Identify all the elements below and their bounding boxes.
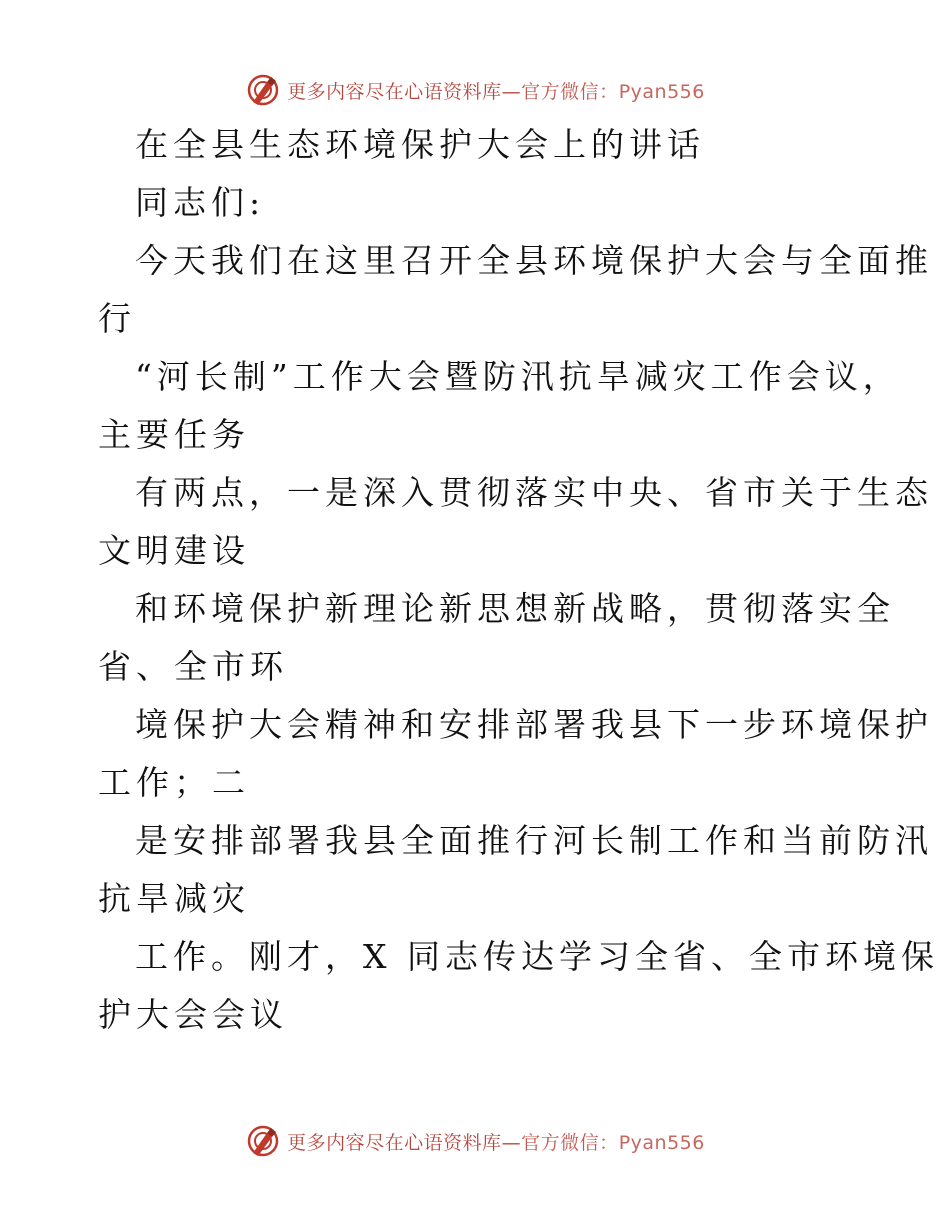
paragraph-line: 省、全市环 <box>98 647 288 686</box>
banner-wechat-id: Pyan556 <box>618 80 705 103</box>
paragraph-line: 和环境保护新理论新思想新战略，贯彻落实全 <box>135 589 895 628</box>
header-banner <box>0 70 950 110</box>
paragraph-line: 行 <box>98 299 136 338</box>
paragraph-line: 文明建设 <box>98 531 250 570</box>
paragraph-line: 是安排部署我县全面推行河长制工作和当前防汛 <box>135 821 933 860</box>
pen-logo-icon <box>245 72 281 108</box>
paragraph-line: 工作。刚才，X 同志传达学习全省、全市环境保 <box>135 937 939 976</box>
banner-text <box>287 77 705 104</box>
pen-logo-icon <box>245 1123 281 1159</box>
paragraph-line: 抗旱减灾 <box>98 879 250 918</box>
paragraph-line: “河长制”工作大会暨防汛抗旱减灾工作会议， <box>135 357 901 396</box>
banner-dash: — <box>501 1131 522 1154</box>
document-title: 在全县生态环境保护大会上的讲话 <box>135 125 705 164</box>
paragraph-line: 护大会会议 <box>98 995 288 1034</box>
paragraph-line: 今天我们在这里召开全县环境保护大会与全面推 <box>135 241 933 280</box>
salutation: 同志们: <box>135 183 266 222</box>
paragraph-line: 有两点，一是深入贯彻落实中央、省市关于生态 <box>135 473 933 512</box>
banner-wechat-id: Pyan556 <box>618 1131 705 1154</box>
banner-wechat-label: 官方微信： <box>521 80 619 103</box>
banner-prefix: 更多内容尽在心语资料库 <box>287 80 502 103</box>
banner-dash: — <box>501 80 522 103</box>
paragraph-line: 主要任务 <box>98 415 250 454</box>
paragraph-line: 工作；二 <box>98 763 250 802</box>
document-body <box>98 116 939 1044</box>
banner-prefix: 更多内容尽在心语资料库 <box>287 1131 502 1154</box>
paragraph-line: 境保护大会精神和安排部署我县下一步环境保护 <box>135 705 933 744</box>
banner-text <box>287 1128 705 1155</box>
banner-wechat-label: 官方微信： <box>521 1131 619 1154</box>
footer-banner <box>0 1121 950 1161</box>
